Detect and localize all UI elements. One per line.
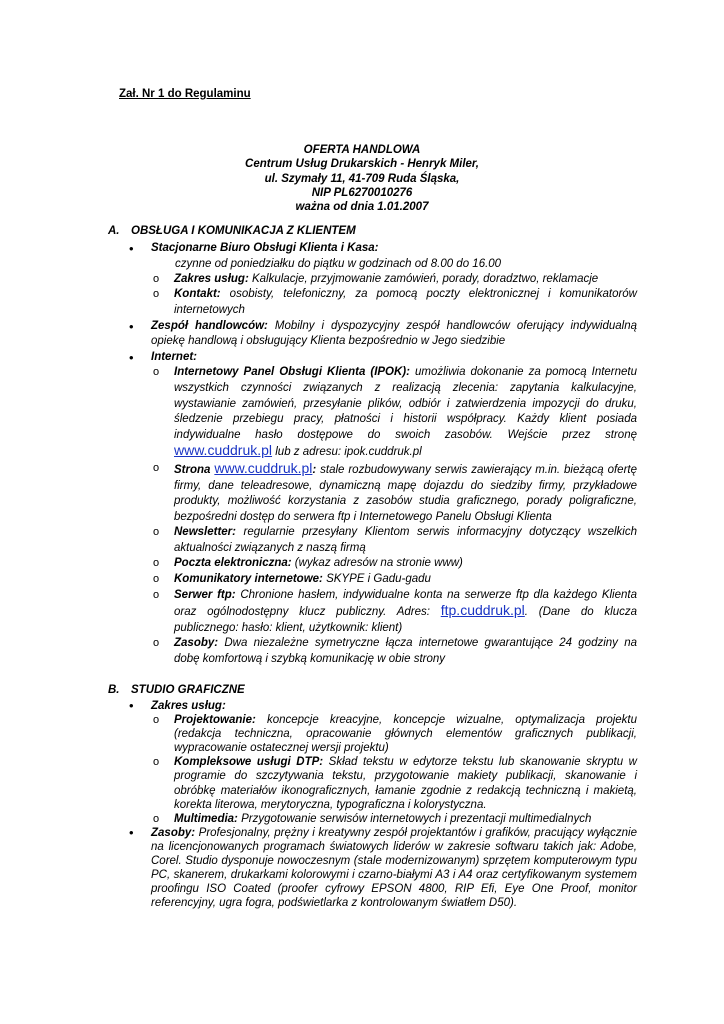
internet-sublist (151, 365, 637, 667)
offer-title: OFERTA HANDLOWA (303, 144, 421, 156)
ftp-tail: . (Dane do klucza publicznego: hasło: klient, użytkownik: klient) (174, 606, 638, 634)
list-item-studio-scope (129, 698, 637, 826)
list-item-office (129, 241, 637, 319)
multimedia-text: Przygotowanie serwisów internetowych i prezentacji multimedialnych (241, 812, 592, 825)
bullet-circle-icon: o (153, 461, 160, 474)
website-label: Strona (174, 463, 211, 476)
office-sublist (151, 272, 637, 319)
list-item-dtp (151, 755, 637, 811)
bullet-disc-icon: • (129, 824, 134, 840)
bullet-circle-icon: o (153, 366, 160, 379)
dtp-text: Skład tekstu w edytorze tekstu lub skanowanie skryptu w programie do szczytywania tekstu, przygotowanie makiety publikacji, skanowanie i obróbkę materiałów ikonograficznych, łamanie zgodnie z redakcją techniczną i makietą, korekta literowa, merytoryczna, typograficzna i kolorystyczna. (174, 756, 637, 811)
company-name: Centrum Usług Drukarskich - Henryk Miler, (245, 158, 479, 171)
ipok-label: Internetowy Panel Obsługi Klienta (IPOK): (174, 366, 410, 379)
ftp-text: Chronione hasłem, indywidualne konta na serwerze ftp dla każdego Klienta oraz ogólnodostępny klucz publiczny. Adres: (174, 588, 637, 619)
bullet-circle-icon: o (153, 637, 160, 650)
list-item-team (129, 318, 637, 350)
list-item-ftp (151, 588, 637, 637)
list-item-newsletter (151, 525, 637, 556)
list-item-office-scope (151, 272, 637, 288)
newsletter-text: regularnie przesyłany Klientom serwis informacyjny dotyczący wszelkich aktualności związanych z naszą firmą (174, 526, 637, 554)
bullet-circle-icon: o (153, 588, 160, 601)
design-text: koncepcje kreacyjne, koncepcje wizualne, optymalizacja projektu (redakcja techniczna, opracowanie głównych elementów graficznych publikacji, wypracowanie ostatecznej wersji projektu) (174, 714, 637, 755)
bullet-disc-icon: • (129, 241, 134, 256)
bullet-disc-icon: • (129, 318, 134, 334)
newsletter-label: Newsletter: (174, 526, 236, 539)
list-item-office-contact (151, 287, 637, 318)
resources-b-label: Zasoby: (151, 826, 196, 839)
section-a-letter: A. (108, 225, 120, 237)
section-b-heading (108, 684, 245, 696)
resources-a-text: Dwa niezależne symetryczne łącza internetowe gwarantujące 24 godziny na dobę komfortową i szybką komunikację w obie strony (174, 637, 637, 666)
list-item-ipok (151, 365, 637, 461)
office-contact-label: Kontakt: (174, 288, 221, 301)
ipok-tail: lub z adresu: ipok.cuddruk.pl (275, 446, 422, 459)
office-scope-label: Zakres usług: (174, 272, 249, 285)
ftp-link[interactable]: ftp.cuddruk.pl (440, 602, 525, 619)
bullet-circle-icon: o (153, 714, 160, 727)
list-item-messengers (151, 572, 637, 588)
list-item-website (151, 461, 637, 525)
messengers-label: Komunikatory internetowe: (174, 573, 323, 586)
studio-scope-label: Zakres usług: (151, 700, 226, 712)
attachment-note: Zał. Nr 1 do Regulaminu (119, 88, 251, 100)
messengers-text: SKYPE i Gadu-gadu (326, 573, 431, 586)
list-item-internet (129, 349, 638, 668)
section-b-letter: B. (108, 684, 120, 696)
bullet-circle-icon: o (153, 526, 160, 539)
ipok-website-link[interactable]: www.cuddruk.pl (174, 442, 273, 459)
email-label: Poczta elektroniczna: (174, 557, 292, 570)
dtp-label: Kompleksowe usługi DTP: (174, 756, 324, 769)
multimedia-label: Multimedia: (174, 812, 238, 825)
list-item-multimedia (151, 812, 637, 826)
resources-b-text: Profesjonalny, prężny i kreatywny zespół projektantów i grafików, pracujący wyłącznie na licencjonowanych programach światowych liderów w zakresie softwaru takich jak: Adobe, Corel. Studio dysponuje nowoczesnym (stale modernizowanym) sprzętem komputerowym typu PC, skanerem, drukarkami kolorowymi i czarno-białymi A3 i A4 oraz certyfikowanym systemem proofingu ISO Coated (proofer cyfrowy EPSON 4800, RIP Efi, Eye One Proof, monitor referencyjny, ugra fogra, podświetlarka z kontrolowanym światłem D50). (151, 826, 637, 910)
office-scope-text: Kalkulacje, przyjmowanie zamówień, porady, doradztwo, reklamacje (251, 272, 599, 285)
bullet-disc-icon: • (129, 698, 134, 713)
section-a-heading (108, 225, 356, 237)
website-colon: : (312, 463, 317, 476)
bullet-disc-icon: • (129, 349, 134, 365)
section-a-list (129, 241, 638, 668)
office-contact-text: osobisty, telefoniczny, za pomocą poczty elektronicznej i komunikatorów internetowych (174, 288, 637, 316)
internet-label: Internet: (151, 350, 197, 363)
team-label: Zespół handlowców: (151, 319, 268, 332)
offer-header (150, 143, 574, 214)
ftp-label: Serwer ftp: (174, 588, 236, 601)
list-item-resources-b (129, 824, 637, 911)
bullet-circle-icon: o (153, 288, 160, 301)
team-text: Mobilny i dyspozycyjny zespół handlowców oferujący indywidualną opiekę handlową i obsługujący Klienta bezpośrednio w Jego siedzibie (151, 319, 637, 348)
design-label: Projektowanie: (174, 714, 256, 727)
office-label: Stacjonarne Biuro Obsługi Klienta i Kasa: (151, 242, 379, 254)
section-b-title: STUDIO GRAFICZNE (131, 684, 245, 696)
website-link[interactable]: www.cuddruk.pl (214, 459, 313, 476)
company-nip: NIP PL6270010276 (311, 186, 413, 199)
list-item-resources-a (151, 636, 637, 667)
company-address: ul. Szymały 11, 41-709 Ruda Śląska, (264, 172, 460, 185)
section-b-list (129, 698, 637, 910)
list-item-email (151, 556, 637, 572)
email-text: (wykaz adresów na stronie www) (294, 557, 463, 570)
ipok-text: umożliwia dokonanie za pomocą Internetu wszystkich czynności związanych z realizacją zlecenia: zapytania kalkulacyjne, wystawianie zamówień, przesyłanie plików, odbiór i zatwierdzenia impozycji do druku, śledzenie przebiegu pracy, płatności i historii współpracy. Każdy klient posiada indywidualne hasło dostępowe do swoich zasobów. Wejście przez stronę (174, 366, 638, 441)
bullet-circle-icon: o (153, 272, 160, 285)
list-item-design (151, 713, 637, 755)
studio-sublist (151, 713, 637, 826)
bullet-circle-icon: o (153, 756, 160, 769)
offer-valid-date: ważna od dnia 1.01.2007 (295, 201, 429, 214)
website-text: stale rozbudowywany serwis zawierający m.in. bieżącą ofertę firmy, dane teleadresowe, dynamiczną mapę dojazdu do siedziby firmy, przykładowe produkty, możliwość korzystania z zasobów studia graficznego, porady poligraficzne, bezpośredni dostęp do serwera ftp i Internetowego Panelu Obsługi Klienta (174, 463, 637, 523)
section-a-title: OBSŁUGA I KOMUNIKACJA Z KLIENTEM (131, 225, 356, 237)
bullet-circle-icon: o (153, 557, 160, 570)
resources-a-label: Zasoby: (174, 637, 219, 650)
bullet-circle-icon: o (153, 573, 160, 586)
office-hours: czynne od poniedziałku do piątku w godzinach od 8.00 do 16.00 (175, 257, 502, 270)
bullet-circle-icon: o (153, 812, 160, 825)
